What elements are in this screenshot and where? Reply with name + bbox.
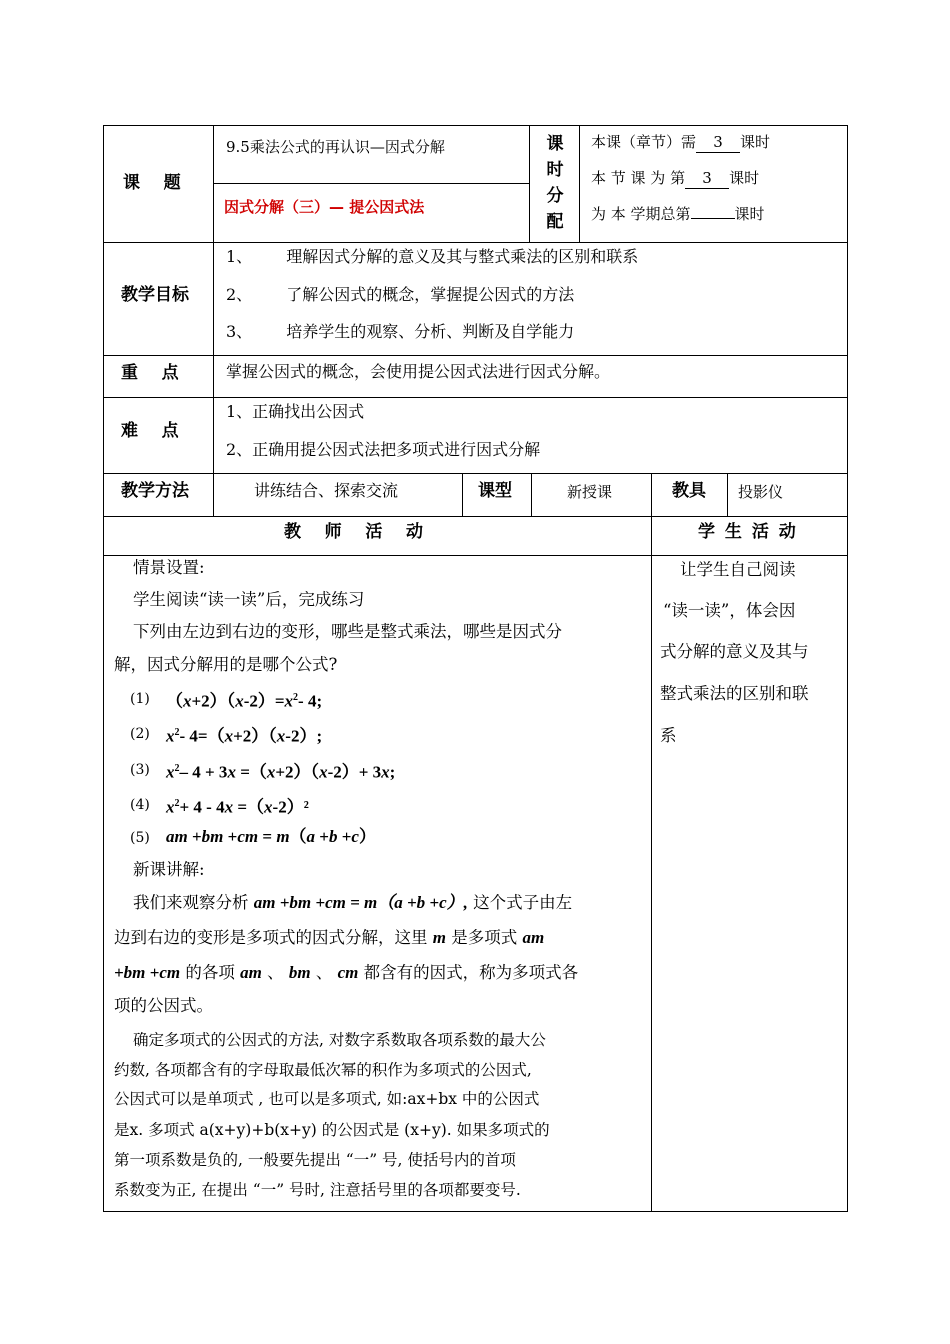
goal-item-2 [226,285,574,305]
para1-line-1-post: 这个式子由左 [473,893,573,912]
goal-item-1-num: 1、 [226,247,253,266]
goal-item-2-num: 2、 [226,285,253,304]
para1-line-1 [133,893,572,913]
exercise-5-num: (5) [130,830,150,846]
goals-label: 教学目标 [121,285,189,305]
table-border-bottom [103,1211,848,1212]
period-row-2-post: 课时 [729,169,760,187]
label-column-divider [213,125,214,516]
period-row-3 [591,204,765,224]
para2-line-1: 确定多项式的公因式的方法, 对数字系数取各项系数的最大公 [133,1031,546,1049]
keypoint-text: 掌握公因式的概念，会使用提公因式法进行因式分解。 [226,362,611,381]
goal-item-3-num: 3、 [226,322,253,341]
student-activity-header: 学 生 活 动 [698,522,798,542]
table-border-right [847,125,848,1212]
topic-line-1: 9.5乘法公式的再认识—因式分解 [226,138,445,156]
para1-line-4: 项的公因式。 [114,996,213,1015]
topic-label: 课 题 [123,173,181,193]
student-line-1: 让学生自己阅读 [680,560,796,579]
method-divider-3 [651,473,652,516]
method-value: 讲练结合、探索交流 [254,481,399,500]
table-border-top [103,125,848,126]
period-row-1-pre: 本课（章节）需 [591,133,697,151]
para1-line-3-am: am [240,963,262,982]
exercise-2-expr: $x^2-$ 4=（x+2）（x-2）; [166,726,323,746]
method-label: 教学方法 [121,481,189,501]
period-row-3-value [691,218,735,219]
exercise-3-expr: $x^2-$ 4 + 3x =（x+2）（x-2）+ 3x; [166,762,396,782]
para1-line-3-cm: cm [337,963,359,982]
period-label: 课 时 分 配 [546,134,564,232]
exercise-2-num: (2) [130,726,150,742]
period-row-1-post: 课时 [740,133,771,151]
intro-heading: 情景设置: [133,558,205,577]
student-line-3: 式分解的意义及其与 [660,642,809,661]
goal-item-3 [226,322,574,342]
para1-line-2-mid: 是多项式 [451,928,518,947]
period-column-right [579,125,580,242]
para1-line-3 [114,963,578,983]
para1-line-1-pre: 我们来观察分析 [133,893,249,912]
exercise-4-num: (4) [130,797,150,813]
para1-line-3-bm: bm [288,963,311,982]
type-label: 课型 [478,481,512,501]
exercise-4-expr: $x^2+ 4 - 4x =(x-2)^2$ [166,797,309,817]
difficulty-label: 难 点 [121,421,179,441]
para1-line-2-am: am [522,928,545,947]
row-divider-difficulty [103,397,848,398]
para1-line-3-a: 的各项 [185,963,235,982]
row-divider-goals [103,242,848,243]
goal-item-1 [226,247,638,267]
type-value: 新授课 [567,483,613,501]
para1-line-2 [114,928,544,948]
row-divider-activity-body [103,555,848,556]
para1-line-2-pre: 边到右边的变形是多项式的因式分解，这里 [114,928,428,947]
para1-line-1-math: am +bm +cm = m（a +b +c）, [253,893,468,912]
tool-value: 投影仪 [738,483,784,501]
period-column-left [529,125,530,242]
topic-line-2: 因式分解（三）— 提公因式法 [224,198,425,216]
teacher-activity-header: 教 师 活 动 [284,522,424,542]
keypoint-label: 重 点 [121,363,179,383]
method-divider-1 [462,473,463,516]
para2-line-6: 系数变为正, 在提出 “一” 号时, 注意括号里的各项都要变号. [114,1181,521,1199]
para2-line-5: 第一项系数是负的, 一般要先提出 “一” 号, 使括号内的首项 [114,1151,516,1169]
exercise-1-expr: $(x+2)(x-2)=x^2-$ 4; [166,691,323,711]
student-line-5: 系 [660,726,677,745]
period-row-1 [591,132,770,153]
goal-item-3-text: 培养学生的观察、分析、判断及自学能力 [286,322,575,341]
goal-item-1-text: 理解因式分解的意义及其与整式乘法的区别和联系 [286,247,639,266]
para1-line-3-post: 都含有的因式，称为多项式各 [363,963,579,982]
difficulty-item-1: 1、正确找出公因式 [226,402,365,421]
question-line-1: 下列由左边到右边的变形，哪些是整式乘法，哪些是因式分 [133,622,562,641]
topic-divider [213,183,529,184]
method-divider-4 [727,473,728,516]
method-divider-2 [531,473,532,516]
row-divider-method [103,473,848,474]
period-row-1-value: 3 [696,132,740,153]
question-line-2: 解，因式分解用的是哪个公式? [114,655,338,674]
read-instruction: 学生阅读“读一读”后，完成练习 [133,590,365,609]
tool-label: 教具 [672,481,706,501]
row-divider-activity-header [103,516,848,517]
student-line-4: 整式乘法的区别和联 [660,684,809,703]
para1-line-3-sep2: 、 [315,963,333,982]
row-divider-keypoint [103,355,848,356]
period-row-3-post: 课时 [734,205,765,223]
para1-line-2-m: m [432,928,446,947]
para2-line-3: 公因式可以是单项式 , 也可以是多项式, 如:ax+bx 中的公因式 [114,1090,540,1108]
goal-item-2-text: 了解公因式的概念，掌握提公因式的方法 [286,285,575,304]
exercise-5-expr: am +bm +cm = m（a +b +c） [166,827,376,846]
student-line-2: “读一读”，体会因 [663,601,796,620]
period-row-2-pre: 本 节 课 为 第 [591,169,686,187]
period-row-3-pre: 为 本 学期总第 [591,205,691,223]
para1-line-3-math: +bm +cm [114,963,181,982]
exercise-3-num: (3) [130,762,150,778]
period-row-2-value: 3 [685,168,729,189]
para1-line-3-sep1: 、 [267,963,284,982]
new-lesson-heading: 新课讲解: [133,860,205,879]
para2-line-2: 约数, 各项都含有的字母取最低次幂的积作为多项式的公因式, [114,1061,532,1079]
table-border-left [103,125,104,1212]
difficulty-item-2: 2、正确用提公因式法把多项式进行因式分解 [226,440,541,459]
para2-line-4: 是x. 多项式 a(x+y)+b(x+y) 的公因式是 (x+y). 如果多项式的 [114,1121,550,1139]
activity-column-divider [651,516,652,1212]
exercise-1-num: (1) [130,691,150,707]
period-row-2 [591,168,759,189]
